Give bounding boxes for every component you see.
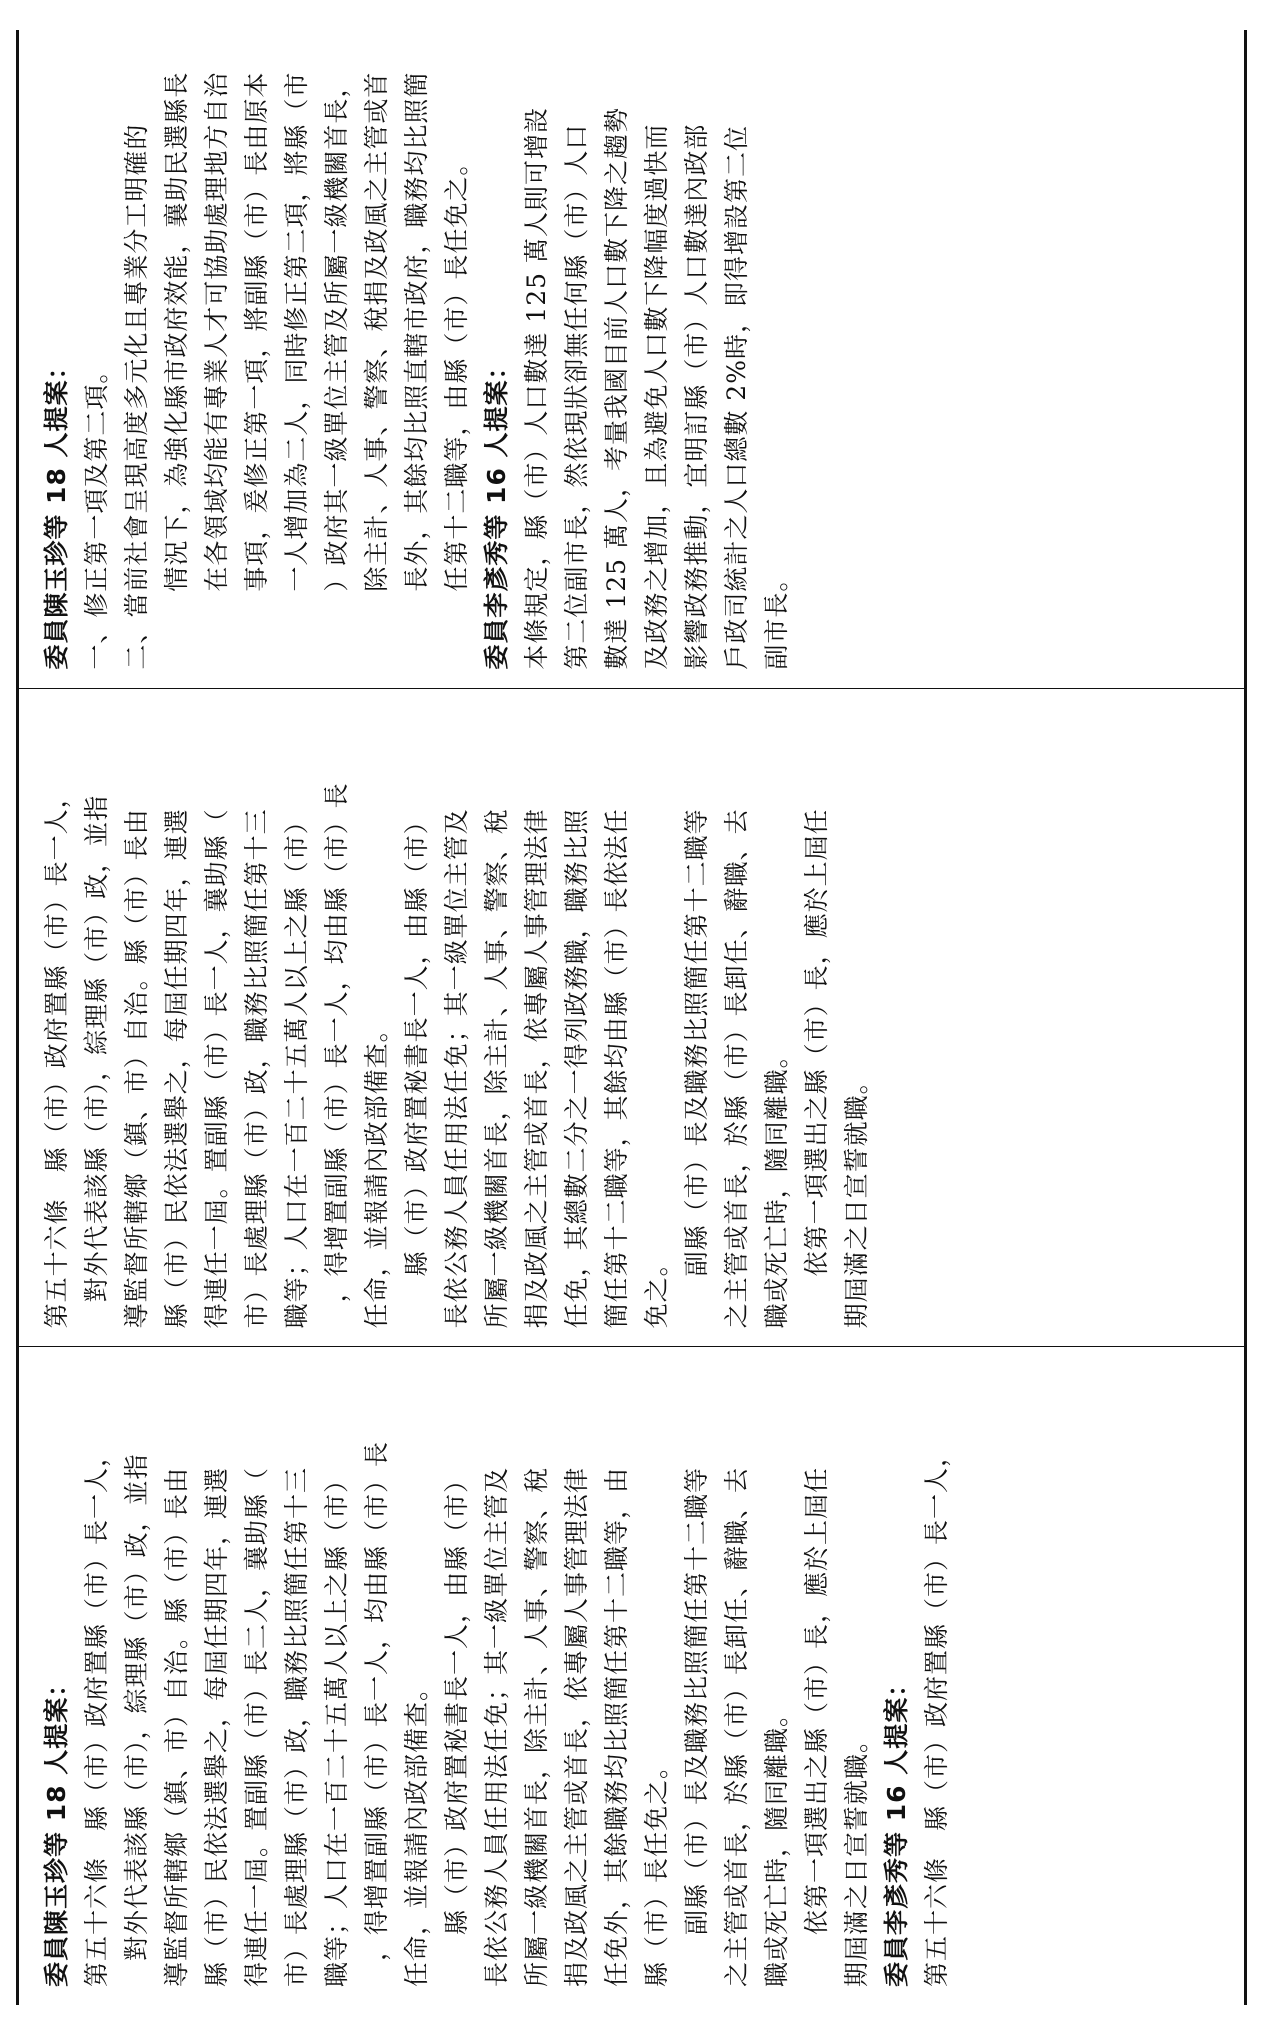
text-line: 任第十二職等，由縣（市）長任免之。 — [442, 149, 471, 592]
text-line: 本條規定，縣（市）人口數達 125 萬人則可增設 — [522, 107, 551, 670]
text-line: 職或死亡時，隨同離職。 — [762, 1700, 791, 1987]
text-line: 期屆滿之日宣誓就職。 — [842, 1726, 871, 1987]
text-line: 長依公務人員任用法任免；其一級單位主管及 — [482, 1466, 511, 1987]
text-line: 縣（市）民依法選舉之，每屆任期四年，連選 — [162, 808, 191, 1329]
text-line: 在各領域均能有專業人才可協助處理地方自治 — [202, 71, 231, 592]
text-line: 除主計、人事、警察、稅捐及政風之主管或首 — [362, 71, 391, 592]
text-line: 所屬一級機關首長，除主計、人事、警察、稅 — [482, 808, 511, 1329]
text-line: 縣（市）政府置秘書長一人，由縣（市） — [402, 808, 431, 1277]
text-line: 第五十六條 縣（市）政府置縣（市）長一人， — [82, 1440, 111, 1987]
text-line: 情況下，為強化縣市政府效能，襄助民選縣長 — [162, 71, 191, 592]
text-line: 一、修正第一項及第二項。 — [82, 357, 111, 670]
proposal-heading: 委員陳玉珍等 18 人提案： — [42, 353, 71, 670]
text-line: 市）長處理縣（市）政，職務比照簡任第十三 — [242, 808, 271, 1329]
text-line: 影響政務推動，宜明訂縣（市）人口數達內政部 — [682, 123, 711, 670]
text-line: 期屆滿之日宣誓就職。 — [842, 1068, 871, 1329]
text-line: 任命，並報請內政部備查。 — [362, 1016, 391, 1329]
text-line: 任免，其總數二分之一得列政務職，職務比照 — [562, 808, 591, 1329]
text-line: ）政府其一級單位主管及所屬一級機關首長， — [322, 71, 351, 592]
column-proposed-text — [19, 1347, 1244, 2005]
proposal-heading: 委員李彥秀等 16 人提案： — [882, 1670, 911, 1987]
text-line: 第二位副市長，然依現狀卻無任何縣（市）人口 — [562, 123, 591, 670]
text-line: 第五十六條 縣（市）政府置縣（市）長一人， — [922, 1440, 951, 1987]
text-line: 縣（市）長任免之。 — [642, 1752, 671, 1987]
text-line: 之主管或首長，於縣（市）長卸任、辭職、去 — [722, 808, 751, 1329]
text-line: 事項，爰修正第一項，將副縣（市）長由原本 — [242, 71, 271, 592]
column-explanation — [19, 30, 1244, 689]
text-line: 任免外，其餘職務均比照簡任第十二職等，由 — [602, 1466, 631, 1987]
text-line: 第五十六條 縣（市）政府置縣（市）長一人， — [42, 782, 71, 1329]
text-line: ，得增置副縣（市）長一人，均由縣（市）長 — [322, 782, 351, 1303]
text-line: 長外，其餘均比照直轄市政府，職務均比照簡 — [402, 71, 431, 592]
text-line: 及政務之增加，且為避免人口數下降幅度過快而 — [642, 123, 671, 670]
text-line: 職等；人口在一百二十五萬人以上之縣（市） — [322, 1466, 351, 1987]
text-line: 捐及政風之主管或首長，依專屬人事管理法律 — [562, 1466, 591, 1987]
column-current-text — [19, 689, 1244, 1348]
comparison-table — [16, 30, 1247, 2005]
text-line: 職或死亡時，隨同離職。 — [762, 1042, 791, 1329]
text-line: 對外代表該縣（市），綜理縣（市）政，並指 — [82, 794, 111, 1303]
text-line: 二、當前社會呈現高度多元化且專業分工明確的 — [122, 123, 151, 670]
text-line: 職等；人口在一百二十五萬人以上之縣（市） — [282, 808, 311, 1329]
text-line: 副市長。 — [762, 565, 791, 670]
text-line: 對外代表該縣（市），綜理縣（市）政，並指 — [122, 1453, 151, 1961]
text-line: 導監督所轄鄉（鎮、市）自治。縣（市）長由 — [122, 808, 151, 1329]
text-line: 得連任一屆。置副縣（市）長一人，襄助縣（ — [202, 808, 231, 1329]
text-line: 之主管或首長，於縣（市）長卸任、辭職、去 — [722, 1466, 751, 1987]
text-line: 簡任第十二職等，其餘均由縣（市）長依法任 — [602, 808, 631, 1329]
text-line: 得連任一屆。置副縣（市）長二人，襄助縣（ — [242, 1466, 271, 1987]
text-line: 縣（市）民依法選舉之，每屆任期四年，連選 — [202, 1466, 231, 1987]
text-line: 所屬一級機關首長，除主計、人事、警察、稅 — [522, 1466, 551, 1987]
text-line: 副縣（市）長及職務比照簡任第十二職等 — [682, 1466, 711, 1935]
proposal-heading: 委員李彥秀等 16 人提案： — [482, 353, 511, 670]
text-line: 捐及政風之主管或首長，依專屬人事管理法律 — [522, 808, 551, 1329]
text-line: 免之。 — [642, 1250, 671, 1329]
text-line: 數達 125 萬人，考量我國目前人口數下降之趨勢 — [602, 107, 631, 670]
text-line: 副縣（市）長及職務比照簡任第十二職等 — [682, 808, 711, 1277]
text-line: 市）長處理縣（市）政，職務比照簡任第十三 — [282, 1466, 311, 1987]
text-line: ，得增置副縣（市）長一人，均由縣（市）長 — [362, 1440, 391, 1961]
text-line: 依第一項選出之縣（市）長，應於上屆任 — [802, 1466, 831, 1935]
text-line: 一人增加為二人，同時修正第二項，將縣（市 — [282, 71, 311, 592]
text-line: 縣（市）政府置秘書長一人，由縣（市） — [442, 1466, 471, 1935]
text-line: 戶政司統計之人口總數 2%時，即得增設第二位 — [722, 125, 751, 670]
text-line: 任命，並報請內政部備查。 — [402, 1674, 431, 1987]
text-line: 依第一項選出之縣（市）長，應於上屆任 — [802, 808, 831, 1277]
text-line: 導監督所轄鄉（鎮、市）自治。縣（市）長由 — [162, 1466, 191, 1987]
text-line: 長依公務人員任用法任免；其一級單位主管及 — [442, 808, 471, 1329]
proposal-heading: 委員陳玉珍等 18 人提案： — [42, 1670, 71, 1987]
